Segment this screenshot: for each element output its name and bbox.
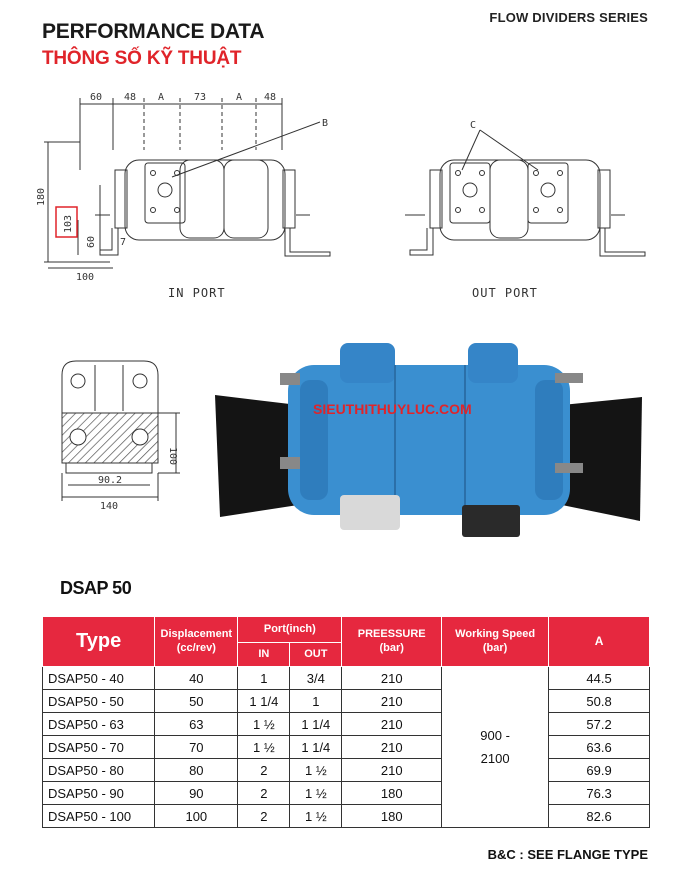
dim-60-vertical: 60 [86, 235, 97, 248]
watermark: SIEUTHITHUYLUC.COM [313, 401, 472, 417]
header-port: Port(inch) [238, 617, 342, 643]
side-dim-90-2: 90.2 [98, 475, 123, 486]
callout-b: B [322, 118, 329, 129]
header-port-in: IN [238, 643, 290, 667]
series-label: FLOW DIVIDERS SERIES [489, 10, 648, 25]
side-dim-140: 140 [100, 501, 119, 512]
side-dim-100: 100 [167, 447, 178, 466]
port-drawings [0, 80, 700, 310]
right-bracket [562, 397, 642, 521]
dim-a-1: A [158, 92, 165, 103]
dim-7: 7 [120, 237, 127, 248]
in-port-label: IN PORT [168, 286, 226, 300]
out-port-drawing [405, 130, 645, 256]
dim-103: 103 [63, 214, 74, 233]
table-row: DSAP50 - 40 40 1 3/4 210 900 - 2100 44.5 [43, 667, 650, 690]
table-row: DSAP50 - 63 63 1 ½ 1 1/4 210 57.2 [43, 713, 650, 736]
dim-48-right: 48 [264, 92, 277, 103]
header-displacement: Displacement (cc/rev) [155, 617, 238, 667]
top-port-left [340, 343, 395, 383]
header-a: A [549, 617, 650, 667]
table-row: DSAP50 - 100 100 2 1 ½ 180 82.6 [43, 805, 650, 828]
dim-180: 180 [36, 187, 47, 206]
spec-table [42, 616, 650, 828]
footer-note: B&C : SEE FLANGE TYPE [487, 847, 648, 862]
side-view-drawing [40, 355, 200, 515]
table-row: DSAP50 - 70 70 1 ½ 1 1/4 210 63.6 [43, 736, 650, 759]
header-working-speed: Working Speed (bar) [442, 617, 549, 667]
pump-photo [210, 335, 650, 540]
table-row: DSAP50 - 50 50 1 1/4 1 210 50.8 [43, 690, 650, 713]
header-port-out: OUT [290, 643, 342, 667]
working-speed-value: 900 - 2100 [442, 667, 549, 828]
dim-48: 48 [124, 92, 137, 103]
dim-73: 73 [194, 92, 207, 103]
bottom-flange [462, 505, 520, 537]
dim-a-2: A [236, 92, 243, 103]
dim-100-bottom: 100 [76, 272, 95, 283]
out-port-label: OUT PORT [472, 286, 538, 300]
page-subtitle: THÔNG SỐ KỸ THUẬT [42, 48, 242, 69]
bottom-port-left [340, 495, 400, 530]
model-heading: DSAP 50 [60, 578, 132, 598]
page-title: PERFORMANCE DATA [42, 20, 265, 43]
table-row: DSAP50 - 80 80 2 1 ½ 210 69.9 [43, 759, 650, 782]
header-pressure: PREESSURE (bar) [342, 617, 442, 667]
header-type: Type [43, 617, 155, 667]
dim-60: 60 [90, 92, 103, 103]
top-port-right [468, 343, 518, 383]
callout-c: C [470, 120, 477, 131]
pump-body [288, 365, 570, 515]
left-bracket [215, 395, 298, 517]
table-row: DSAP50 - 90 90 2 1 ½ 180 76.3 [43, 782, 650, 805]
